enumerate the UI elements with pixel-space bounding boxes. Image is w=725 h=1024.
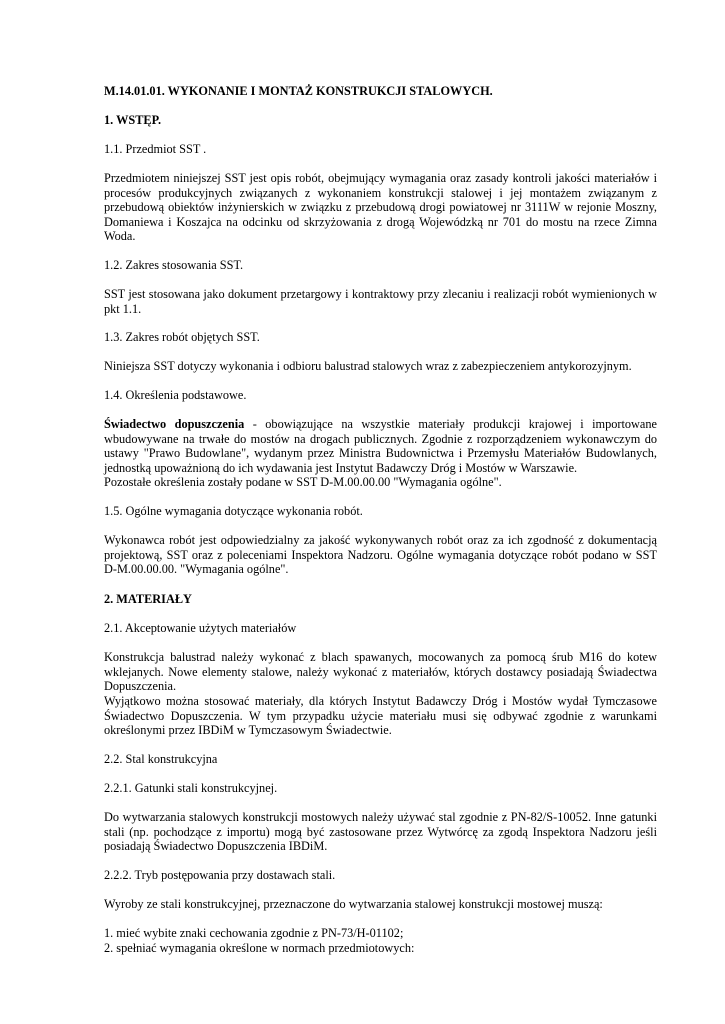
paragraph-1-2: SST jest stosowana jako dokument przetargowy i kontraktowy przy zlecaniu i realizacji robót wymienionych w pkt 1.1.: [104, 287, 657, 316]
paragraph-1-4: [104, 417, 657, 475]
paragraph-1-3: Niniejsza SST dotyczy wykonania i odbioru balustrad stalowych wraz z zabezpieczeniem antykorozyjnym.: [104, 359, 632, 373]
subsection-2-1-heading: 2.1. Akceptowanie użytych materiałów: [104, 621, 297, 635]
subsection-2-2-heading: 2.2. Stal konstrukcyjna: [104, 752, 218, 766]
subsection-1-4-heading: 1.4. Określenia podstawowe.: [104, 388, 247, 402]
section-2-heading: 2. MATERIAŁY: [104, 592, 192, 606]
definition-text: - obowiązujące na wszystkie materiały produkcji krajowej i importowane wbudowywane na trwałe do mostów na drogach publicznych. Zgodnie z rozporządzeniem wykonawczym do ustawy "Prawo Budowlane", wydanym przez Ministra Budownictwa i Przemysłu Materiałów Budowlanych, jednostką upoważnioną do ich wydawania jest Instytut Badawczy Dróg i Mostów w Warszawie.: [104, 417, 657, 475]
requirements-list: [104, 926, 657, 955]
paragraph-1-5: Wykonawca robót jest odpowiedzialny za jakość wykonywanych robót oraz za ich zgodność z dokumentacją projektową, SST oraz z poleceniami Inspektora Nadzoru. Ogólne wymagania dotyczące robót podano w SST D-M.00.00.00. "Wymagania ogólne".: [104, 533, 657, 577]
list-item: 1. mieć wybite znaki cechowania zgodnie z PN-73/H-01102;: [104, 926, 404, 940]
document-title: M.14.01.01. WYKONANIE I MONTAŻ KONSTRUKCJI STALOWYCH.: [104, 84, 493, 98]
subsection-2-2-2-heading: 2.2.2. Tryb postępowania przy dostawach stali.: [104, 868, 336, 882]
list-item: 2. spełniać wymagania określone w normach przedmiotowych:: [104, 940, 415, 955]
definition-term: Świadectwo dopuszczenia: [104, 417, 245, 431]
paragraph-1-4-other-definitions: Pozostałe określenia zostały podane w SST D-M.00.00.00 "Wymagania ogólne".: [104, 475, 502, 489]
section-1-heading: 1. WSTĘP.: [104, 113, 162, 127]
subsection-1-5-heading: 1.5. Ogólne wymagania dotyczące wykonania robót.: [104, 504, 363, 518]
subsection-2-2-1-heading: 2.2.1. Gatunki stali konstrukcyjnej.: [104, 781, 278, 795]
subsection-1-2-heading: 1.2. Zakres stosowania SST.: [104, 258, 244, 272]
subsection-1-1-heading: 1.1. Przedmiot SST .: [104, 142, 207, 156]
subsection-1-3-heading: 1.3. Zakres robót objętych SST.: [104, 330, 260, 344]
paragraph-1-1: Przedmiotem niniejszej SST jest opis robót, obejmujący wymagania oraz zasady kontroli jakości materiałów i procesów produkcyjnych związanych z wykonaniem konstrukcji stalowej i jej montażem związanym z przebudową obiektów inżynierskich w związku z przebudową drogi powiatowej nr 3111W w rejonie Moszny, Domaniewa i Koszajca na odcinku od skrzyżowania z drogą Wojewódzką nr 701 do mostu na rzece Zimna Woda.: [104, 171, 657, 244]
paragraph-2-1-b: Wyjątkowo można stosować materiały, dla których Instytut Badawczy Dróg i Mostów wydał Tymczasowe Świadectwo Dopuszczenia. W tym przypadku użycie materiału musi się odbywać zgodnie z warunkami określonymi przez IBDiM w Tymczasowym Świadectwie.: [104, 694, 657, 738]
paragraph-2-2-2: Wyroby ze stali konstrukcyjnej, przeznaczone do wytwarzania stalowej konstrukcji mostowej muszą:: [104, 897, 603, 911]
paragraph-2-2-1: Do wytwarzania stalowych konstrukcji mostowych należy używać stal zgodnie z PN-82/S-10052. Inne gatunki stali (np. pochodzące z importu) mogą być zastosowane przez Wytwórcę za zgodą Inspektora Nadzoru jeśli posiadają Świadectwo Dopuszczenia IBDiM.: [104, 810, 657, 854]
paragraph-2-1-a: Konstrukcja balustrad należy wykonać z blach spawanych, mocowanych za pomocą śrub M16 do kotew wklejanych. Nowe elementy stalowe, należy wykonać z materiałów, których dostawcy posiadają Świadectwa Dopuszczenia.: [104, 650, 657, 694]
